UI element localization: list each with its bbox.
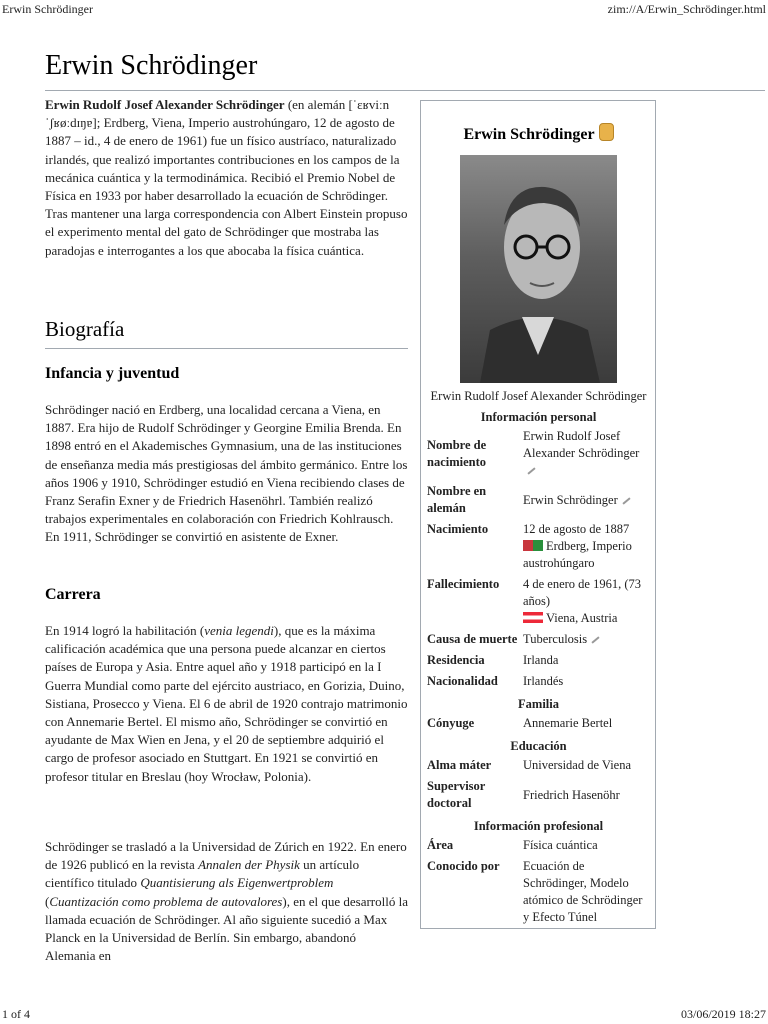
row-value <box>521 426 653 481</box>
austria-flag-icon <box>523 612 543 623</box>
row-value[interactable]: Friedrich Hasenöhr <box>523 787 620 802</box>
title-divider <box>45 90 765 91</box>
infobox-title-text: Erwin Schrödinger <box>463 126 595 143</box>
carrera-p2-em1: Annalen der Physik <box>198 857 300 873</box>
carrera-paragraph-1 <box>45 622 408 786</box>
row-label: Causa de muerte <box>427 632 518 646</box>
row-label: Nombre de nacimiento <box>427 437 487 469</box>
portrait-photo <box>460 155 617 383</box>
row-label: Alma máter <box>427 758 492 772</box>
table-row <box>424 574 653 629</box>
row-label: Cónyuge <box>427 716 475 730</box>
intro-bold-name: Erwin Rudolf Josef Alexander Schrödinger <box>45 97 285 112</box>
infancia-text: Schrödinger nació en Erdberg, una localidad cercana a Viena, en 1887. Era hijo de Rudolf Schrödinger y Georgine Emilia Brenda. En 1898 entró en el Akademisches Gymnasium, una de las instituciones de enseñanza media más prestigiosas del ámbito germánico. Entre los años 1906 y 1910, Schrödinger estudió en Viena recibiendo clases de Franz Serafin Exner y de Friedrich Hasenöhrl. También realizó trabajos experimentales en colaboración con Friedrich Kohlrausch. En 1911, Schrödinger se convirtió en asistente de Exner. <box>45 402 408 545</box>
row-label: Supervisor doctoral <box>427 779 486 810</box>
table-row <box>424 650 653 671</box>
table-row <box>424 835 653 856</box>
page-counter: 1 of 4 <box>2 1007 30 1021</box>
row-value[interactable]: Ecuación de Schrödinger, Modelo atómico de Schrödinger y Efecto Túnel <box>523 859 643 924</box>
table-row <box>424 629 653 650</box>
row-value[interactable]: Física cuántica <box>523 838 598 852</box>
table-row <box>424 671 653 692</box>
browser-header-title: Erwin Schrödinger <box>2 2 93 16</box>
row-label: Nacionalidad <box>427 674 498 688</box>
table-row <box>424 776 653 814</box>
row-value[interactable]: Universidad de Viena <box>523 758 632 772</box>
row-value <box>521 481 653 519</box>
carrera-p2-c: ( <box>45 893 50 909</box>
table-row <box>424 481 653 519</box>
intro-paragraph <box>45 96 408 260</box>
austria-hungary-flag-icon <box>523 540 543 551</box>
nombre-al-value: Erwin Schrödinger <box>523 492 618 507</box>
section-familia: Familia <box>518 697 559 711</box>
row-value[interactable]: Irlandés <box>523 674 564 688</box>
award-icon <box>599 123 614 141</box>
portrait-illustration <box>460 155 617 383</box>
page-title: Erwin Schrödinger <box>45 50 258 81</box>
section-heading-biografia: Biografía <box>45 317 125 341</box>
table-row <box>424 713 653 734</box>
personal-table <box>424 426 653 692</box>
profesional-table <box>424 835 653 928</box>
infobox-title <box>424 123 653 149</box>
carrera-p2-d: ), en el que desarrolló la llamada ecuación de Schrödinger. Al año siguiente sucedió a Max Planck en la Universidad de Berlín. Sin embargo, abandonó Alemania en <box>45 893 408 964</box>
fallec-date: 4 de enero de 1961, (73 años) <box>523 577 642 608</box>
familia-table <box>424 713 653 734</box>
table-row <box>424 856 653 928</box>
row-value[interactable]: Irlanda <box>523 653 559 667</box>
intro-text: (en alemán [ˈɛʁviːn ˈʃʁøːdɪŋɐ]; Erdberg, Viena, Imperio austrohúngaro, 12 de agosto de 1887 – id., 4 de enero de 1961) fue un físico austríaco, naturalizado irlandés, que realizó importantes contribuciones en los campos de la mecánica cuántica y la termodinámica. Recibió el Premio Nobel de Física en 1933 por haber desarrollado la ecuación de Schrödinger. Tras mantener una larga correspondencia con Albert Einstein propuso el experimento mental del gato de Schrödinger que mostraba las paradojas e interrogantes a los que abocaba la física cuántica. <box>45 97 408 258</box>
table-row <box>424 519 653 574</box>
nacimiento-date: 12 de agosto de 1887 <box>523 522 630 536</box>
carrera-p2-em2: Quantisierung als Eigenwertproblem <box>140 875 334 891</box>
row-value <box>521 629 653 650</box>
educacion-table <box>424 755 653 814</box>
section-educacion: Educación <box>510 739 567 753</box>
row-value: Annemarie Bertel <box>523 716 613 730</box>
subsection-heading-infancia: Infancia y juventud <box>45 365 180 382</box>
row-label: Nombre en alemán <box>427 484 487 515</box>
row-value <box>521 519 653 574</box>
browser-header-url: zim://A/Erwin_Schrödinger.html <box>607 2 766 16</box>
row-label: Conocido por <box>427 859 500 873</box>
carrera-p1-a: En 1914 logró la habilitación ( <box>45 623 205 638</box>
nacimiento-place[interactable]: Erdberg, Imperio austrohúngaro <box>523 539 632 570</box>
carrera-p1-em: venia legendi <box>204 623 274 638</box>
row-label: Residencia <box>427 653 485 667</box>
infobox <box>420 100 656 929</box>
row-label: Fallecimiento <box>427 577 500 591</box>
carrera-p1-b: ), que es la máxima calificación académica que una persona puede alcanzar en ciertos países de Europa y Asia. Entre aquel año y 1918 participó en la I Guerra Mundial como parte del ejército austriaco, en Gorizia, Duino, Sistiana, Prosecco y Viena. El 6 de abril de 1920 contrajo matrimonio con Annemarie Bertel. El mismo año, Schrödinger se convirtió en ayudante de Max Wien en Jena, y el 20 de septiembre adquirió el cargo de profesor asociado en Stuttgart. En 1921 se convirtió en profesor titular en Breslau (hoy Wrocław, Polonia). <box>45 623 408 784</box>
row-value <box>521 574 653 629</box>
row-label: Área <box>427 838 454 852</box>
edit-pencil-icon[interactable] <box>592 636 600 643</box>
section-divider <box>45 348 408 349</box>
nombre-nac-value[interactable]: Erwin Rudolf Josef Alexander Schrödinger <box>523 429 640 460</box>
infancia-paragraph <box>45 401 408 547</box>
subsection-heading-carrera: Carrera <box>45 586 101 603</box>
portrait-caption: Erwin Rudolf Josef Alexander Schrödinger <box>430 389 647 403</box>
carrera-p2-em3: Cuantización como problema de autovalores <box>49 893 283 909</box>
causa-value[interactable]: Tuberculosis <box>523 632 588 646</box>
print-datetime: 03/06/2019 18:27 <box>680 1007 766 1021</box>
edit-pencil-icon[interactable] <box>622 497 630 504</box>
edit-pencil-icon[interactable] <box>527 467 535 474</box>
table-row <box>424 755 653 776</box>
table-row <box>424 426 653 481</box>
row-label: Nacimiento <box>427 522 489 536</box>
fallec-place[interactable]: Viena, Austria <box>546 611 618 625</box>
section-personal: Información personal <box>480 410 597 424</box>
carrera-p2-a: Schrödinger se trasladó a la Universidad de Zúrich en 1922. En enero de 1926 publicó en la revista <box>45 839 407 873</box>
carrera-p2-b: un artículo científico titulado <box>45 857 360 891</box>
section-profesional: Información profesional <box>473 819 604 833</box>
carrera-paragraph-2 <box>45 838 408 965</box>
